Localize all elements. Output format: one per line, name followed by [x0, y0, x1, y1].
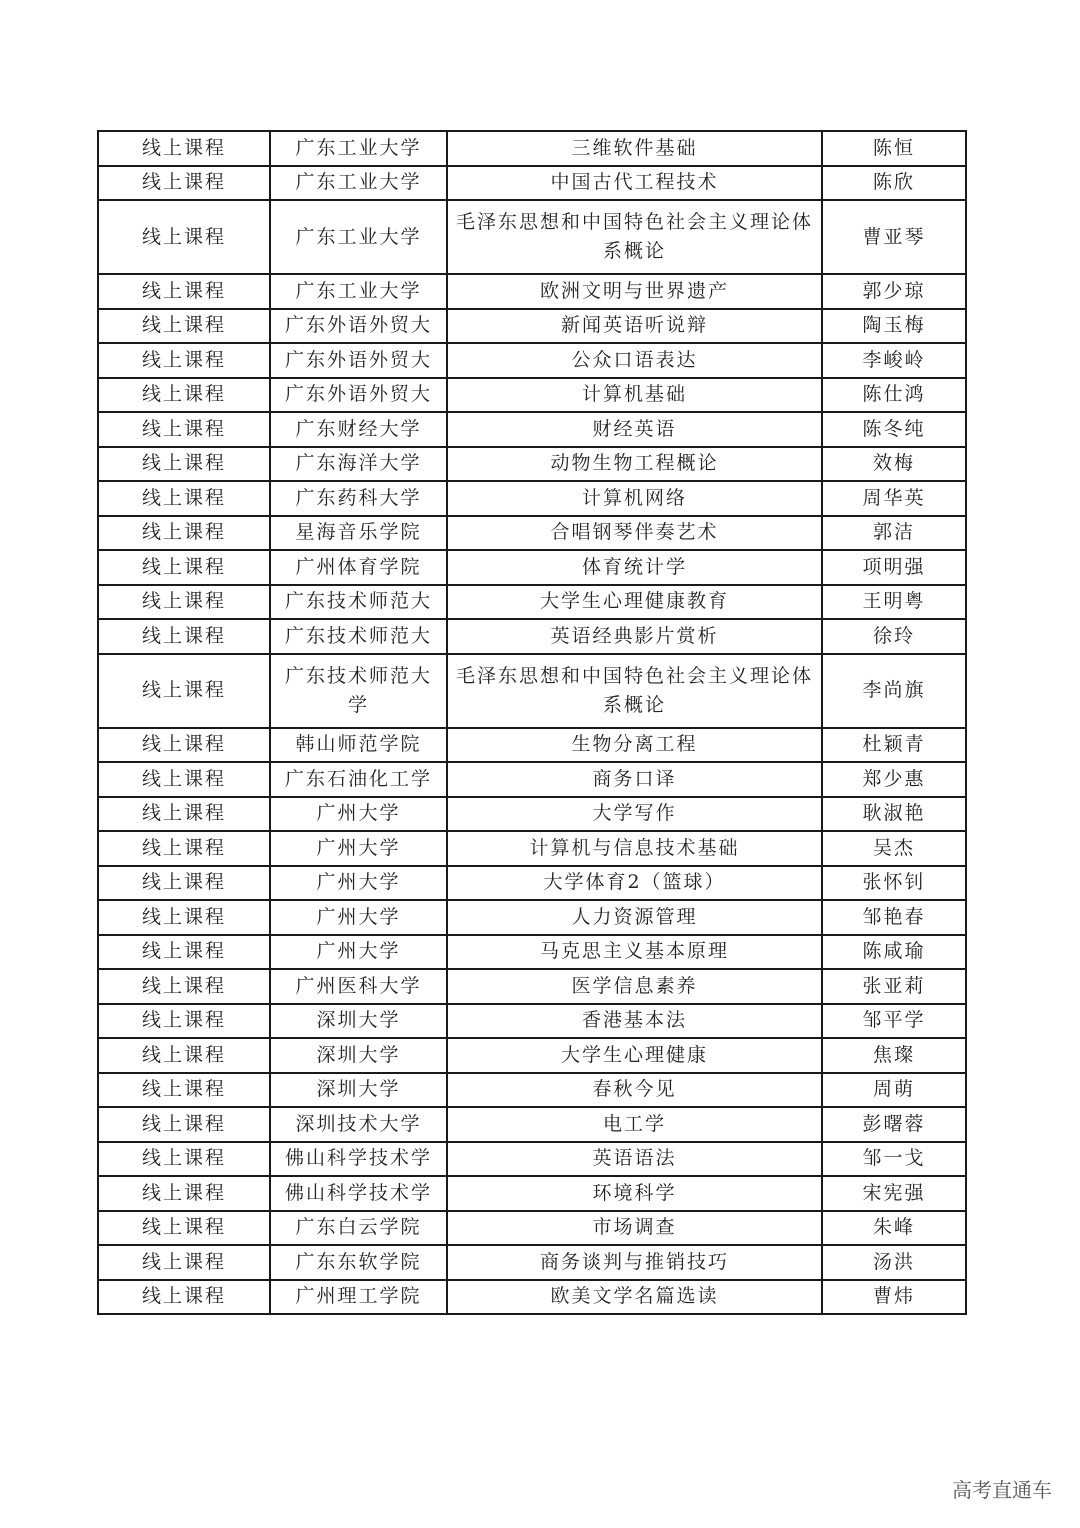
teacher-cell: 陶玉梅 — [822, 309, 966, 344]
course-type-cell: 线上课程 — [98, 585, 270, 620]
school-cell: 广东工业大学 — [270, 274, 447, 309]
course-type-cell: 线上课程 — [98, 378, 270, 413]
course-name-cell: 英语经典影片赏析 — [447, 619, 822, 654]
course-type-cell: 线上课程 — [98, 1004, 270, 1039]
table-row — [98, 274, 966, 309]
course-type-cell: 线上课程 — [98, 1073, 270, 1108]
school-cell: 广州体育学院 — [270, 550, 447, 585]
course-type-cell: 线上课程 — [98, 1038, 270, 1073]
table-row — [98, 343, 966, 378]
teacher-cell: 李峻岭 — [822, 343, 966, 378]
table-row — [98, 1245, 966, 1280]
school-cell: 广州大学 — [270, 797, 447, 832]
teacher-cell: 宋宪强 — [822, 1176, 966, 1211]
teacher-cell: 焦璨 — [822, 1038, 966, 1073]
teacher-cell: 邹艳春 — [822, 900, 966, 935]
teacher-cell: 徐玲 — [822, 619, 966, 654]
course-type-cell: 线上课程 — [98, 969, 270, 1004]
course-name-cell: 欧洲文明与世界遗产 — [447, 274, 822, 309]
table-row — [98, 935, 966, 970]
school-cell: 广东技术师范大 — [270, 619, 447, 654]
course-name-cell: 商务谈判与推销技巧 — [447, 1245, 822, 1280]
course-name-cell: 计算机基础 — [447, 378, 822, 413]
school-cell: 广州大学 — [270, 900, 447, 935]
course-name-cell: 环境科学 — [447, 1176, 822, 1211]
course-name-cell: 英语语法 — [447, 1142, 822, 1177]
course-type-cell: 线上课程 — [98, 131, 270, 166]
course-type-cell: 线上课程 — [98, 1142, 270, 1177]
course-name-cell: 三维软件基础 — [447, 131, 822, 166]
table-row — [98, 969, 966, 1004]
table-row — [98, 378, 966, 413]
table-row — [98, 585, 966, 620]
course-name-cell: 动物生物工程概论 — [447, 447, 822, 482]
table-row — [98, 1176, 966, 1211]
course-name-cell: 计算机网络 — [447, 481, 822, 516]
course-type-cell: 线上课程 — [98, 1280, 270, 1315]
table-row — [98, 447, 966, 482]
teacher-cell: 陈恒 — [822, 131, 966, 166]
watermark: 高考直通车 — [952, 1478, 1052, 1502]
teacher-cell: 郭洁 — [822, 516, 966, 551]
teacher-cell: 吴杰 — [822, 831, 966, 866]
course-table — [97, 130, 967, 1315]
school-cell: 广东白云学院 — [270, 1211, 447, 1246]
teacher-cell: 耿淑艳 — [822, 797, 966, 832]
course-name-cell: 公众口语表达 — [447, 343, 822, 378]
course-type-cell: 线上课程 — [98, 166, 270, 201]
table-row — [98, 516, 966, 551]
school-cell: 广州大学 — [270, 935, 447, 970]
course-type-cell: 线上课程 — [98, 762, 270, 797]
school-cell: 广东海洋大学 — [270, 447, 447, 482]
course-name-cell: 新闻英语听说辩 — [447, 309, 822, 344]
table-row — [98, 481, 966, 516]
table-row — [98, 200, 966, 274]
course-type-cell: 线上课程 — [98, 274, 270, 309]
course-type-cell: 线上课程 — [98, 1245, 270, 1280]
teacher-cell: 陈咸瑜 — [822, 935, 966, 970]
course-name-cell: 马克思主义基本原理 — [447, 935, 822, 970]
school-cell: 广东东软学院 — [270, 1245, 447, 1280]
school-cell: 广东石油化工学 — [270, 762, 447, 797]
teacher-cell: 曹亚琴 — [822, 200, 966, 274]
school-cell: 广东外语外贸大 — [270, 309, 447, 344]
table-row — [98, 1107, 966, 1142]
school-cell: 广州大学 — [270, 866, 447, 901]
course-name-cell: 欧美文学名篇选读 — [447, 1280, 822, 1315]
school-cell: 深圳大学 — [270, 1073, 447, 1108]
school-cell: 广东药科大学 — [270, 481, 447, 516]
course-name-cell: 市场调查 — [447, 1211, 822, 1246]
teacher-cell: 曹炜 — [822, 1280, 966, 1315]
table-row — [98, 1211, 966, 1246]
course-name-cell: 电工学 — [447, 1107, 822, 1142]
course-type-cell: 线上课程 — [98, 516, 270, 551]
teacher-cell: 周萌 — [822, 1073, 966, 1108]
course-name-cell: 春秋今见 — [447, 1073, 822, 1108]
teacher-cell: 陈仕鸿 — [822, 378, 966, 413]
course-name-cell: 香港基本法 — [447, 1004, 822, 1039]
course-type-cell: 线上课程 — [98, 343, 270, 378]
course-type-cell: 线上课程 — [98, 1211, 270, 1246]
teacher-cell: 陈冬纯 — [822, 412, 966, 447]
school-cell: 星海音乐学院 — [270, 516, 447, 551]
course-name-cell: 人力资源管理 — [447, 900, 822, 935]
teacher-cell: 杜颖青 — [822, 728, 966, 763]
teacher-cell: 周华英 — [822, 481, 966, 516]
course-name-cell: 计算机与信息技术基础 — [447, 831, 822, 866]
course-type-cell: 线上课程 — [98, 900, 270, 935]
course-type-cell: 线上课程 — [98, 447, 270, 482]
teacher-cell: 张亚莉 — [822, 969, 966, 1004]
school-cell: 广东外语外贸大 — [270, 378, 447, 413]
table-row — [98, 131, 966, 166]
school-cell: 佛山科学技术学 — [270, 1142, 447, 1177]
teacher-cell: 彭曙蓉 — [822, 1107, 966, 1142]
teacher-cell: 张怀钊 — [822, 866, 966, 901]
school-cell: 广州大学 — [270, 831, 447, 866]
teacher-cell: 郑少惠 — [822, 762, 966, 797]
course-type-cell: 线上课程 — [98, 866, 270, 901]
table-row — [98, 412, 966, 447]
course-type-cell: 线上课程 — [98, 1176, 270, 1211]
teacher-cell: 李尚旗 — [822, 654, 966, 728]
course-name-cell: 中国古代工程技术 — [447, 166, 822, 201]
course-name-cell: 毛泽东思想和中国特色社会主义理论体系概论 — [447, 654, 822, 728]
table-row — [98, 550, 966, 585]
teacher-cell: 效梅 — [822, 447, 966, 482]
table-row — [98, 309, 966, 344]
teacher-cell: 王明粤 — [822, 585, 966, 620]
school-cell: 广东工业大学 — [270, 131, 447, 166]
school-cell: 广州理工学院 — [270, 1280, 447, 1315]
table-row — [98, 900, 966, 935]
table-row — [98, 1004, 966, 1039]
school-cell: 广东技术师范大 — [270, 585, 447, 620]
school-cell: 广东财经大学 — [270, 412, 447, 447]
course-name-cell: 大学写作 — [447, 797, 822, 832]
course-type-cell: 线上课程 — [98, 831, 270, 866]
teacher-cell: 邹一戈 — [822, 1142, 966, 1177]
course-type-cell: 线上课程 — [98, 935, 270, 970]
course-type-cell: 线上课程 — [98, 797, 270, 832]
table-row — [98, 797, 966, 832]
teacher-cell: 朱峰 — [822, 1211, 966, 1246]
teacher-cell: 邹平学 — [822, 1004, 966, 1039]
teacher-cell: 项明强 — [822, 550, 966, 585]
course-type-cell: 线上课程 — [98, 412, 270, 447]
school-cell: 佛山科学技术学 — [270, 1176, 447, 1211]
table-row — [98, 166, 966, 201]
table-row — [98, 1073, 966, 1108]
school-cell: 广东技术师范大学 — [270, 654, 447, 728]
course-type-cell: 线上课程 — [98, 728, 270, 763]
course-name-cell: 体育统计学 — [447, 550, 822, 585]
table-row — [98, 1038, 966, 1073]
school-cell: 深圳大学 — [270, 1038, 447, 1073]
table-row — [98, 1142, 966, 1177]
course-name-cell: 大学生心理健康教育 — [447, 585, 822, 620]
course-name-cell: 医学信息素养 — [447, 969, 822, 1004]
course-name-cell: 大学体育2（篮球） — [447, 866, 822, 901]
course-name-cell: 合唱钢琴伴奏艺术 — [447, 516, 822, 551]
course-name-cell: 生物分离工程 — [447, 728, 822, 763]
course-type-cell: 线上课程 — [98, 654, 270, 728]
course-type-cell: 线上课程 — [98, 309, 270, 344]
table-row — [98, 654, 966, 728]
school-cell: 韩山师范学院 — [270, 728, 447, 763]
school-cell: 深圳大学 — [270, 1004, 447, 1039]
table-row — [98, 728, 966, 763]
teacher-cell: 郭少琼 — [822, 274, 966, 309]
course-name-cell: 毛泽东思想和中国特色社会主义理论体系概论 — [447, 200, 822, 274]
table-row — [98, 619, 966, 654]
course-type-cell: 线上课程 — [98, 200, 270, 274]
school-cell: 广东工业大学 — [270, 166, 447, 201]
school-cell: 广东外语外贸大 — [270, 343, 447, 378]
course-type-cell: 线上课程 — [98, 619, 270, 654]
table-row — [98, 831, 966, 866]
table-row — [98, 1280, 966, 1315]
course-name-cell: 商务口译 — [447, 762, 822, 797]
school-cell: 广东工业大学 — [270, 200, 447, 274]
teacher-cell: 汤洪 — [822, 1245, 966, 1280]
course-type-cell: 线上课程 — [98, 1107, 270, 1142]
school-cell: 广州医科大学 — [270, 969, 447, 1004]
table-row — [98, 866, 966, 901]
course-name-cell: 大学生心理健康 — [447, 1038, 822, 1073]
teacher-cell: 陈欣 — [822, 166, 966, 201]
course-name-cell: 财经英语 — [447, 412, 822, 447]
course-type-cell: 线上课程 — [98, 481, 270, 516]
table-row — [98, 762, 966, 797]
course-type-cell: 线上课程 — [98, 550, 270, 585]
school-cell: 深圳技术大学 — [270, 1107, 447, 1142]
